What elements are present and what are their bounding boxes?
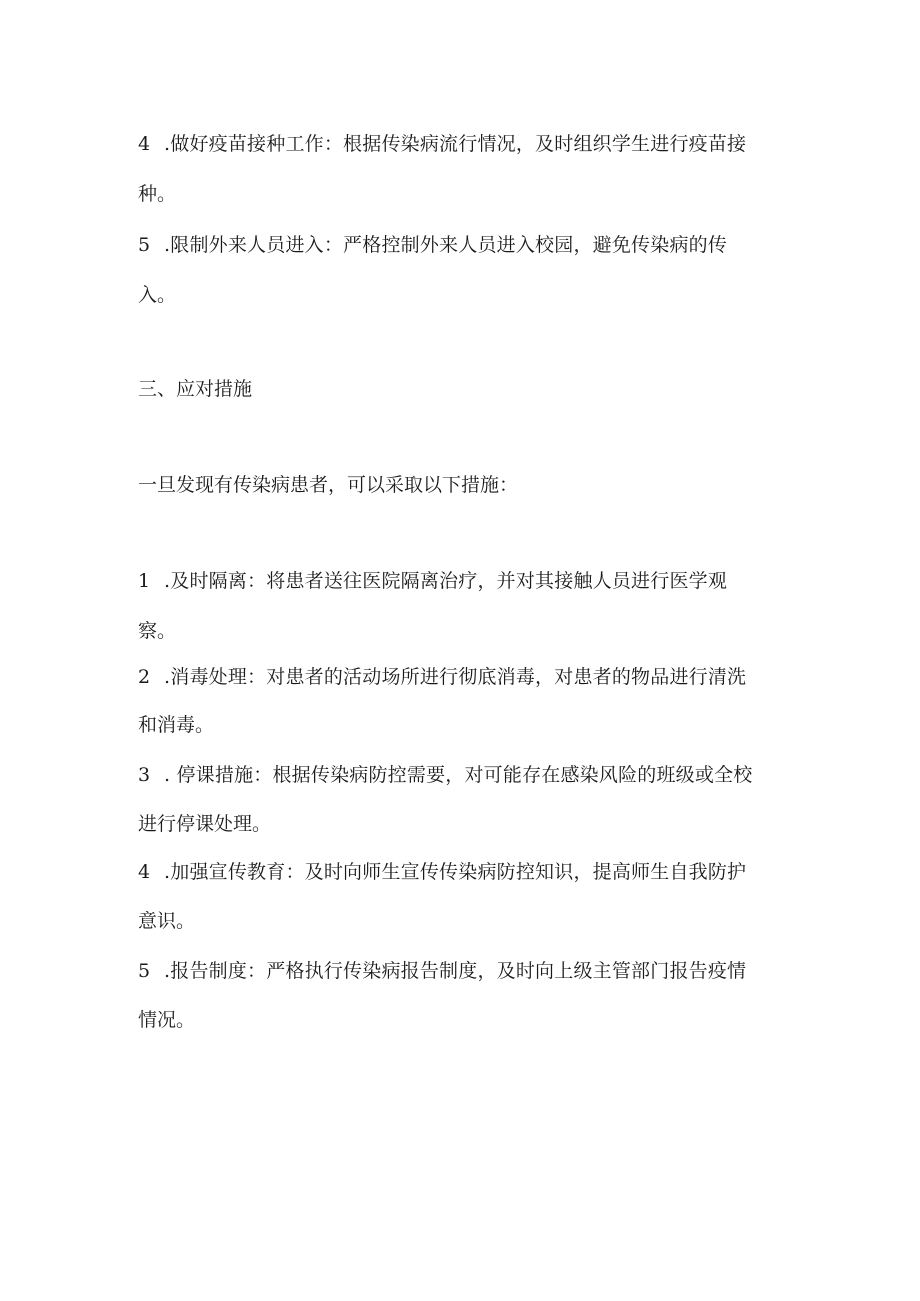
response-item-3-line2: 进行停课处理。 — [138, 813, 272, 835]
item-text: .加强宣传教育：及时向师生宣传传染病防控知识，提高师生自我防护 — [164, 861, 747, 883]
response-item-1-line1 — [138, 569, 788, 593]
response-item-2-line2: 和消毒。 — [138, 714, 215, 736]
response-item-4-line2: 意识。 — [138, 910, 196, 932]
response-item-5-line2: 情况。 — [138, 1009, 196, 1031]
response-item-4-line1 — [138, 860, 788, 884]
item-text: .做好疫苗接种工作：根据传染病流行情况，及时组织学生进行疫苗接 — [164, 133, 747, 155]
item-text: .及时隔离：将患者送往医院隔离治疗，并对其接触人员进行医学观 — [164, 570, 728, 592]
response-item-2-line1 — [138, 665, 788, 689]
item-number: 1 — [138, 570, 151, 592]
item-text: . 停课措施：根据传染病防控需要，对可能存在感染风险的班级或全校 — [164, 764, 753, 786]
response-item-3-line1 — [138, 763, 788, 787]
response-item-1-line2: 察。 — [138, 620, 177, 642]
response-item-5-line1 — [138, 959, 788, 983]
item-number: 3 — [138, 764, 151, 786]
item-text: .限制外来人员进入：严格控制外来人员进入校园，避免传染病的传 — [164, 234, 728, 256]
item-text: .消毒处理：对患者的活动场所进行彻底消毒，对患者的物品进行清洗 — [164, 666, 747, 688]
prevention-item-4-line1 — [138, 132, 788, 156]
item-number: 2 — [138, 666, 151, 688]
item-number: 4 — [138, 133, 151, 155]
prevention-item-4-line2: 种。 — [138, 183, 177, 205]
item-number: 5 — [138, 960, 151, 982]
intro-paragraph: 一旦发现有传染病患者，可以采取以下措施： — [138, 474, 519, 496]
item-number: 5 — [138, 234, 151, 256]
item-text: .报告制度：严格执行传染病报告制度，及时向上级主管部门报告疫情 — [164, 960, 747, 982]
section-heading: 三、应对措施 — [138, 378, 253, 400]
item-number: 4 — [138, 861, 151, 883]
prevention-item-5-line1 — [138, 233, 788, 257]
prevention-item-5-line2: 入。 — [138, 284, 177, 306]
